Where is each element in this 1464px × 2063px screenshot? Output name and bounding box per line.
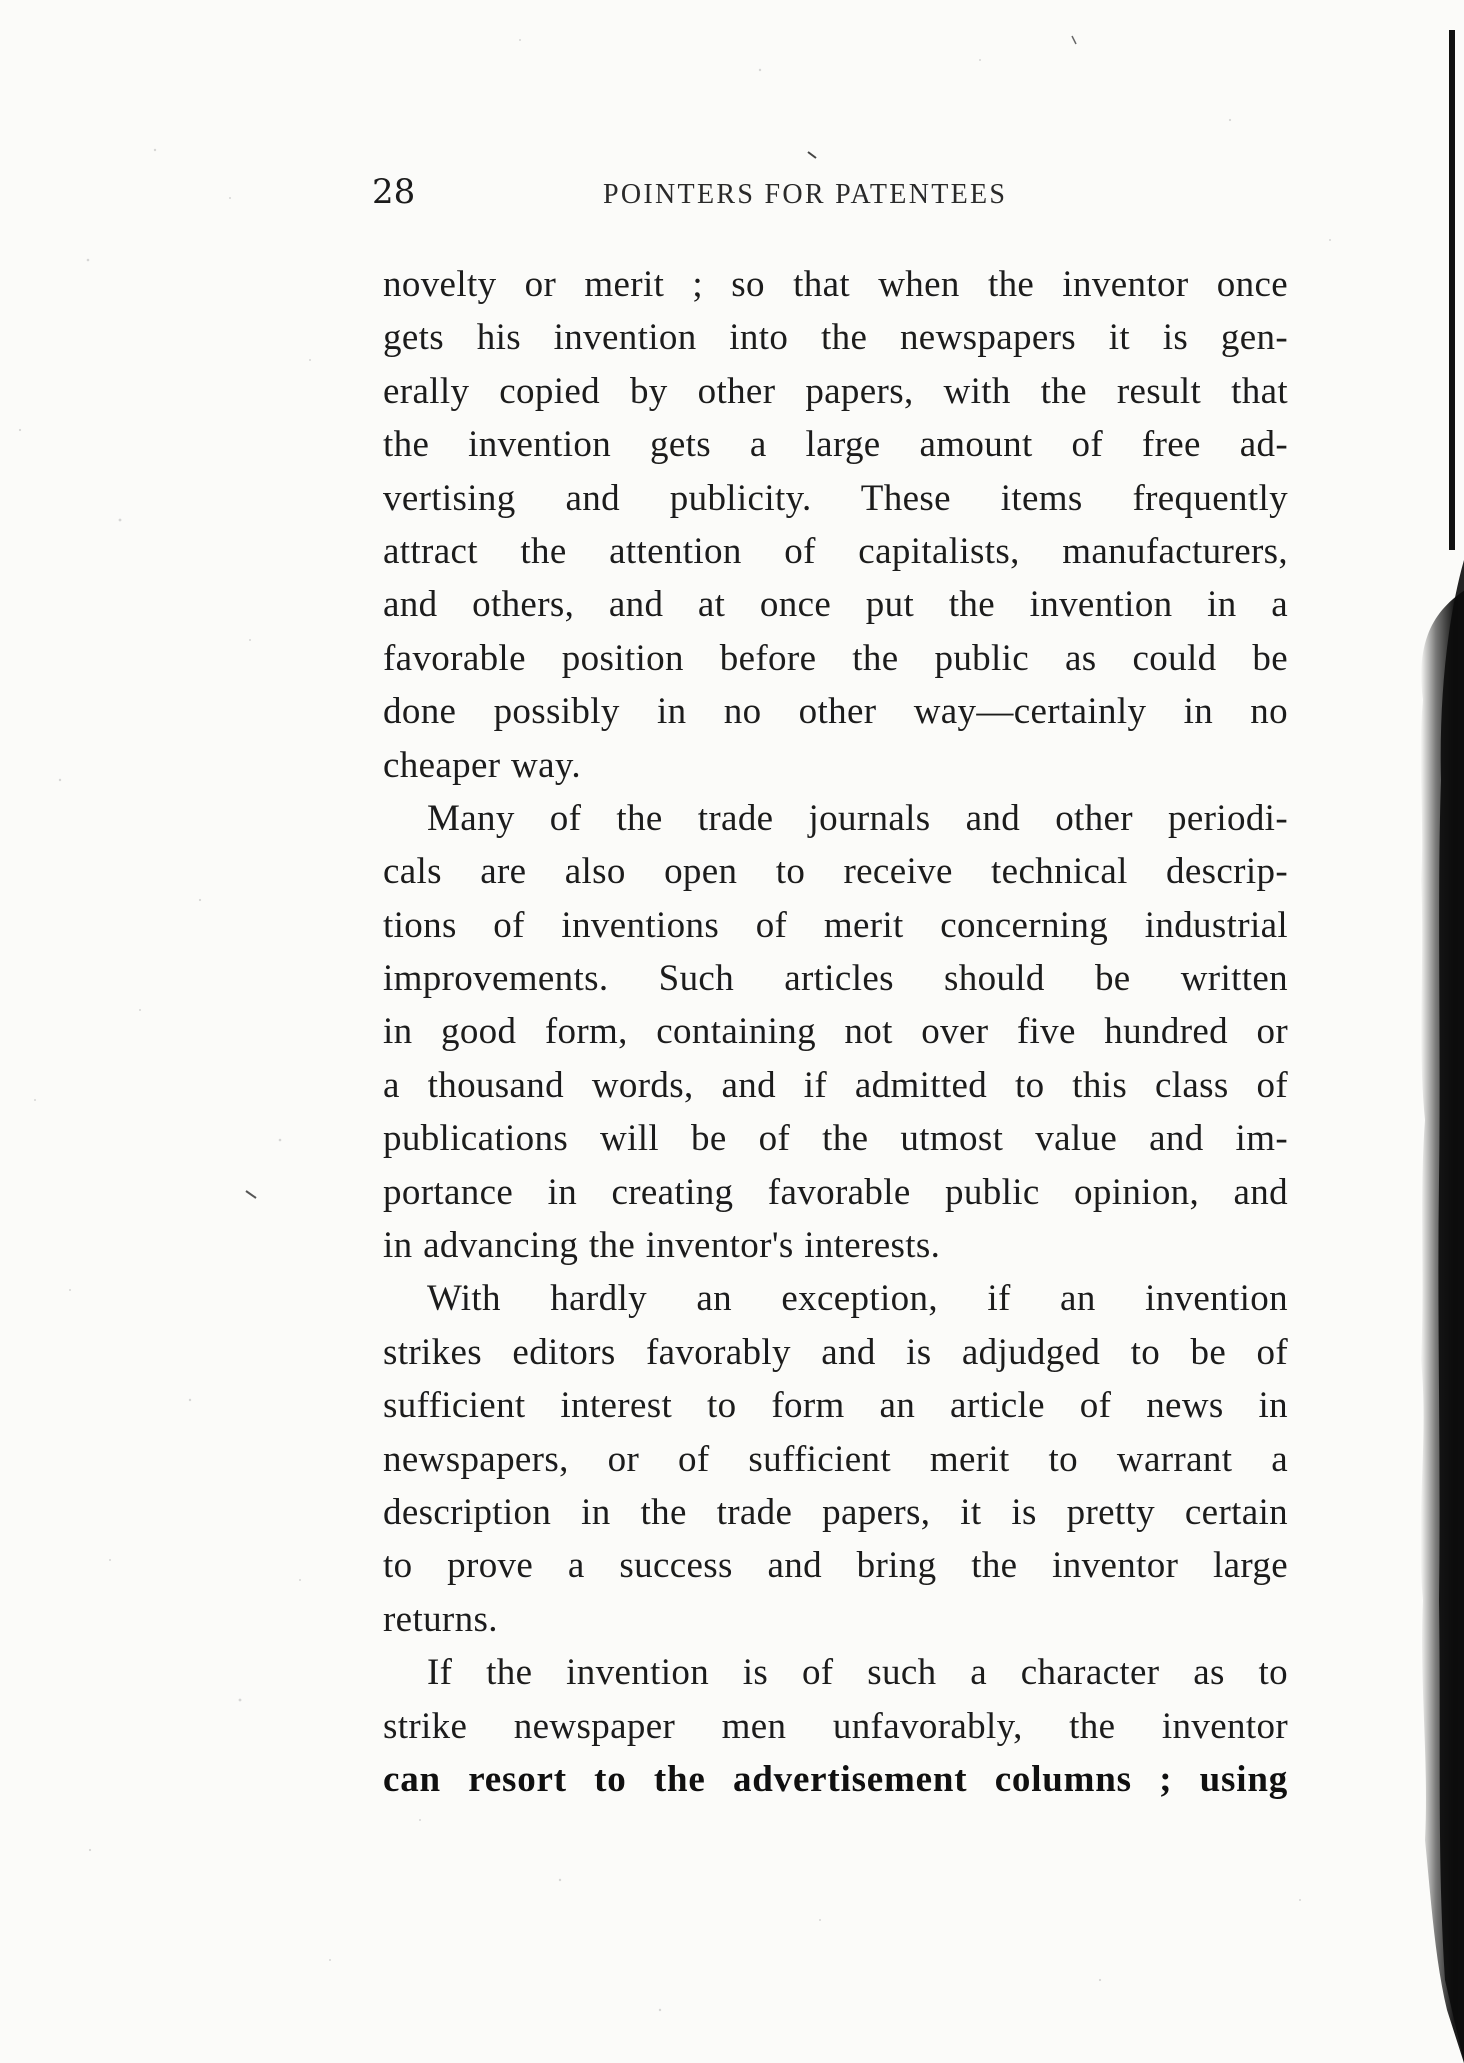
text-line: in advancing the inventor's interests. [383, 1225, 941, 1267]
text-line: novelty or merit ; so that when the inventor once [383, 264, 1288, 305]
text-line: cals are also open to receive technical descrip- [383, 851, 1288, 893]
text-line: strikes editors favorably and is adjudged to be of [383, 1331, 1288, 1373]
paragraph-start-line: Many of the trade journals and other periodi- [427, 797, 1288, 839]
page-number: 28 [372, 172, 416, 212]
text-line: done possibly in no other way—certainly in no [383, 691, 1288, 733]
text-line: description in the trade papers, it is pretty certain [383, 1491, 1288, 1533]
text-line: to prove a success and bring the inventor large [383, 1545, 1288, 1587]
text-line: sufficient interest to form an article of news in [383, 1385, 1288, 1427]
text-line: and others, and at once put the invention in a [383, 584, 1288, 626]
text-line: gets his invention into the newspapers it is gen- [383, 317, 1288, 359]
text-line: portance in creating favorable public opinion, and [383, 1171, 1288, 1213]
text-line: returns. [383, 1598, 498, 1640]
body-text [383, 258, 1288, 1806]
text-line: attract the attention of capitalists, manufacturers, [383, 530, 1288, 572]
text-line: tions of inventions of merit concerning industrial [383, 904, 1288, 946]
text-line: in good form, containing not over five hundred or [383, 1011, 1288, 1053]
text-line: erally copied by other papers, with the result that [383, 370, 1288, 412]
page-header [372, 170, 1292, 222]
running-head: POINTERS FOR PATENTEES [603, 179, 1008, 210]
text-line: publications will be of the utmost value and im- [383, 1118, 1288, 1160]
paragraph-start-line: With hardly an exception, if an invention [427, 1278, 1288, 1320]
text-line: favorable position before the public as could be [383, 637, 1288, 679]
text-line: a thousand words, and if admitted to this class of [383, 1064, 1288, 1106]
text-line: the invention gets a large amount of free ad- [383, 424, 1288, 466]
text-line: newspapers, or of sufficient merit to warrant a [383, 1438, 1288, 1480]
text-line: can resort to the advertisement columns ; using [383, 1758, 1288, 1800]
binding-shadow [1395, 0, 1464, 2063]
text-line: improvements. Such articles should be written [383, 958, 1288, 1000]
text-line: strike newspaper men unfavorably, the inventor [383, 1705, 1288, 1747]
text-line: vertising and publicity. These items frequently [383, 477, 1288, 519]
text-line: cheaper way. [383, 744, 581, 786]
paragraph-start-line: If the invention is of such a character as to [427, 1652, 1288, 1694]
